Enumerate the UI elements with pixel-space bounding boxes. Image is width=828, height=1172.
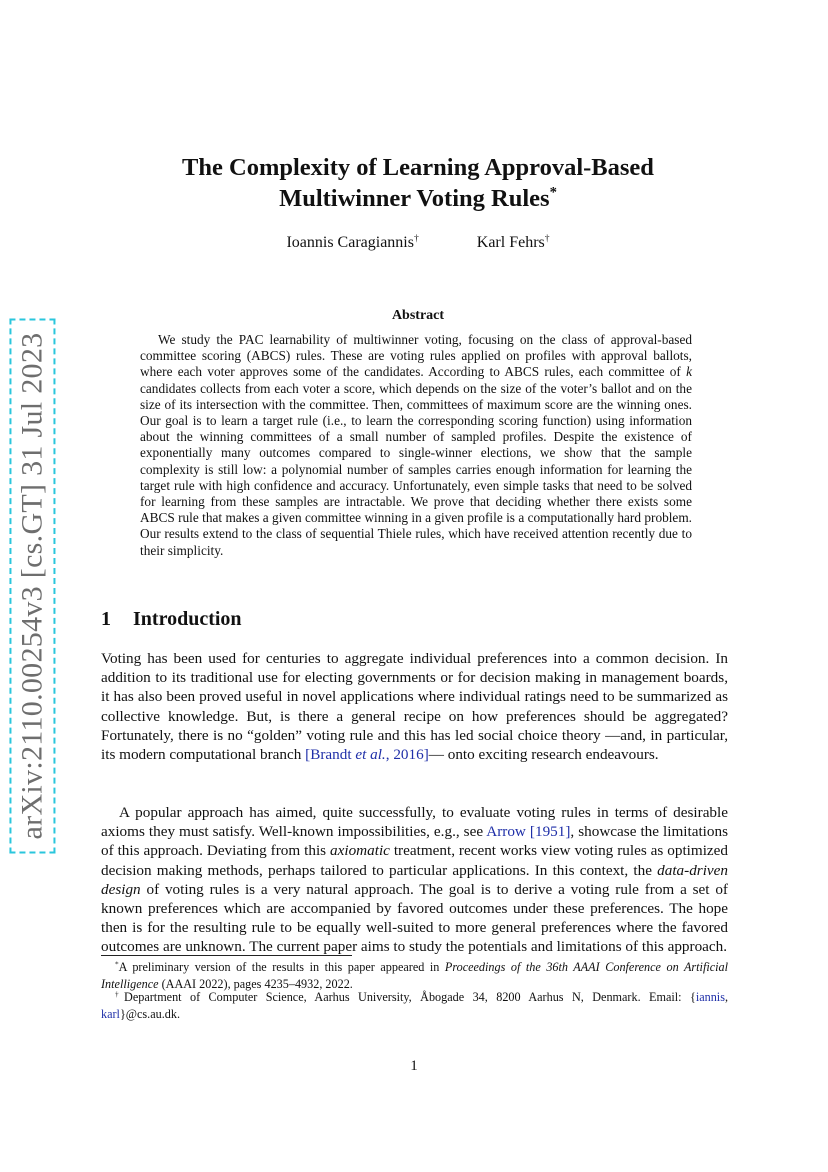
- footnote-2: [101, 989, 728, 1023]
- abstract-heading: Abstract: [391, 308, 445, 323]
- para2-text-1: A popular approach has aimed, quite successfully, to evaluate voting rules in terms of desirable axioms they must satisfy. Well-known impossibilities, e.g., see: [101, 804, 728, 841]
- author-2: [477, 234, 550, 252]
- section-heading: [101, 608, 242, 631]
- author-2-mark: †: [544, 232, 550, 244]
- paper-title: [100, 152, 736, 214]
- footnote-1-text-2: (AAAI 2022), pages 4235–4932, 2022.: [158, 976, 353, 991]
- title-line-1: The Complexity of Learning Approval-Based: [182, 154, 654, 181]
- footnote-divider: [101, 955, 352, 956]
- cite-brandt-etal: et al.: [355, 746, 386, 764]
- cite-brandt-year: , 2016: [385, 746, 424, 764]
- footnote-2-mark: †: [115, 989, 125, 999]
- footnote-2-sep: ,: [724, 990, 728, 1004]
- cite-bracket-close: ]: [423, 746, 429, 764]
- title-line-2-text: Multiwinner Voting Rules: [279, 185, 550, 212]
- abstract-text-1: We study the PAC learnability of multiwinner voting, focusing on the class of approval-based committee scoring (ABCS) rules. These are voting rules applied on profiles with approval ballots, where each voter approves some of the candidates. According to ABCS rules, each committee of: [140, 332, 692, 380]
- para2-text-2: , showcase the limitations of this approach. Deviating from this: [101, 823, 728, 860]
- title-footnote-mark: *: [549, 184, 557, 201]
- footnote-1-mark: *: [115, 959, 119, 969]
- footnote-1-text-1: A preliminary version of the results in this paper appeared in: [118, 960, 445, 974]
- cite-arrow-year: [1951]: [525, 823, 571, 841]
- footnote-2-text-1: Department of Computer Science, Aarhus University, Åbogade 34, 8200 Aarhus N, Denmark. Email: {: [124, 990, 696, 1004]
- section-number: 1: [101, 608, 111, 630]
- email-link-iannis[interactable]: iannis: [695, 990, 725, 1004]
- cite-arrow-author: Arrow: [486, 823, 526, 841]
- cite-brandt-author: Brandt: [310, 746, 356, 764]
- arxiv-stamp: [8, 332, 56, 840]
- para2-emph-data-driven: data-driven design: [101, 861, 728, 898]
- intro-paragraph-1: [101, 649, 728, 764]
- author-1-mark: †: [413, 232, 419, 244]
- footnote-2-text-2: }@cs.au.dk.: [119, 1006, 181, 1021]
- abstract-body: [140, 332, 692, 559]
- para2-text-4: of voting rules is a very natural approach. The goal is to derive a voting rule from a set of known preferences which are accompanied by favored outcomes under these preferences. The hope then is for the resulting rule to be equally well-suited to more general preferences where the favored outcomes are unknown. The current paper aims to study the potentials and limitations of this approach.: [101, 880, 728, 956]
- author-1-name: Ioannis Caragiannis: [286, 234, 414, 251]
- para2-text-3: treatment, recent works view voting rules as optimized decision making methods, perhaps tailored to particular applications. In this context, the: [101, 842, 728, 879]
- para1-text-2: — onto exciting research endeavours.: [428, 746, 659, 764]
- cite-bracket-open: [: [305, 746, 311, 764]
- intro-paragraph-2: [101, 803, 728, 957]
- email-link-karl[interactable]: karl: [101, 1006, 120, 1021]
- footnote-1: [101, 959, 728, 993]
- arxiv-identifier: arXiv:2110.00254v3 [cs.GT] 31 Jul 2023: [13, 323, 51, 850]
- author-list: [100, 234, 736, 252]
- citation-arrow[interactable]: [486, 823, 570, 840]
- footnote-1-venue: Proceedings of the 36th AAAI Conference on Artificial Intelligence: [101, 960, 728, 991]
- title-line-2: [100, 183, 736, 214]
- page-number: 1: [410, 1058, 418, 1074]
- author-2-name: Karl Fehrs: [476, 234, 545, 251]
- section-title: Introduction: [133, 608, 242, 630]
- abstract-math-k: k: [686, 364, 692, 380]
- abstract-text-2: candidates collects from each voter a score, which depends on the size of the voter’s ballot and on the size of its intersection with the committee. Then, committees of maximum score are the winning ones. Our goal is to learn a target rule (i.e., to learn the corresponding scoring function) using information about the winning committees of a small number of sampled profiles. Despite the existence of exponentially many outcomes compared to single-winner elections, we show that the sample complexity is still low: a polynomial number of samples carries enough information for learning the target rule with high confidence and accuracy. Unfortunately, even simple tasks that need to be solved for learning from these samples are intractable. We prove that deciding whether there exists some ABCS rule that makes a given committee winning in a given profile is a computationally hard problem. Our results extend to the class of sequential Thiele rules, which have received attention recently due to their simplicity.: [140, 380, 692, 558]
- author-1: [286, 234, 418, 252]
- citation-brandt[interactable]: [305, 746, 429, 763]
- para2-emph-axiomatic: axiomatic: [330, 842, 390, 860]
- para1-text-1: Voting has been used for centuries to aggregate individual preferences into a common decision. In addition to its traditional use for electing governments or for decision making in management boards, it has also been proved useful in novel applications where individual ratings need to be summarized as collective knowledge. But, is there a general recipe on how preferences should be aggregated? Fortunately, there is no “golden” voting rule and this has led social choice theory —and, in particular, its modern computational branch: [101, 650, 728, 764]
